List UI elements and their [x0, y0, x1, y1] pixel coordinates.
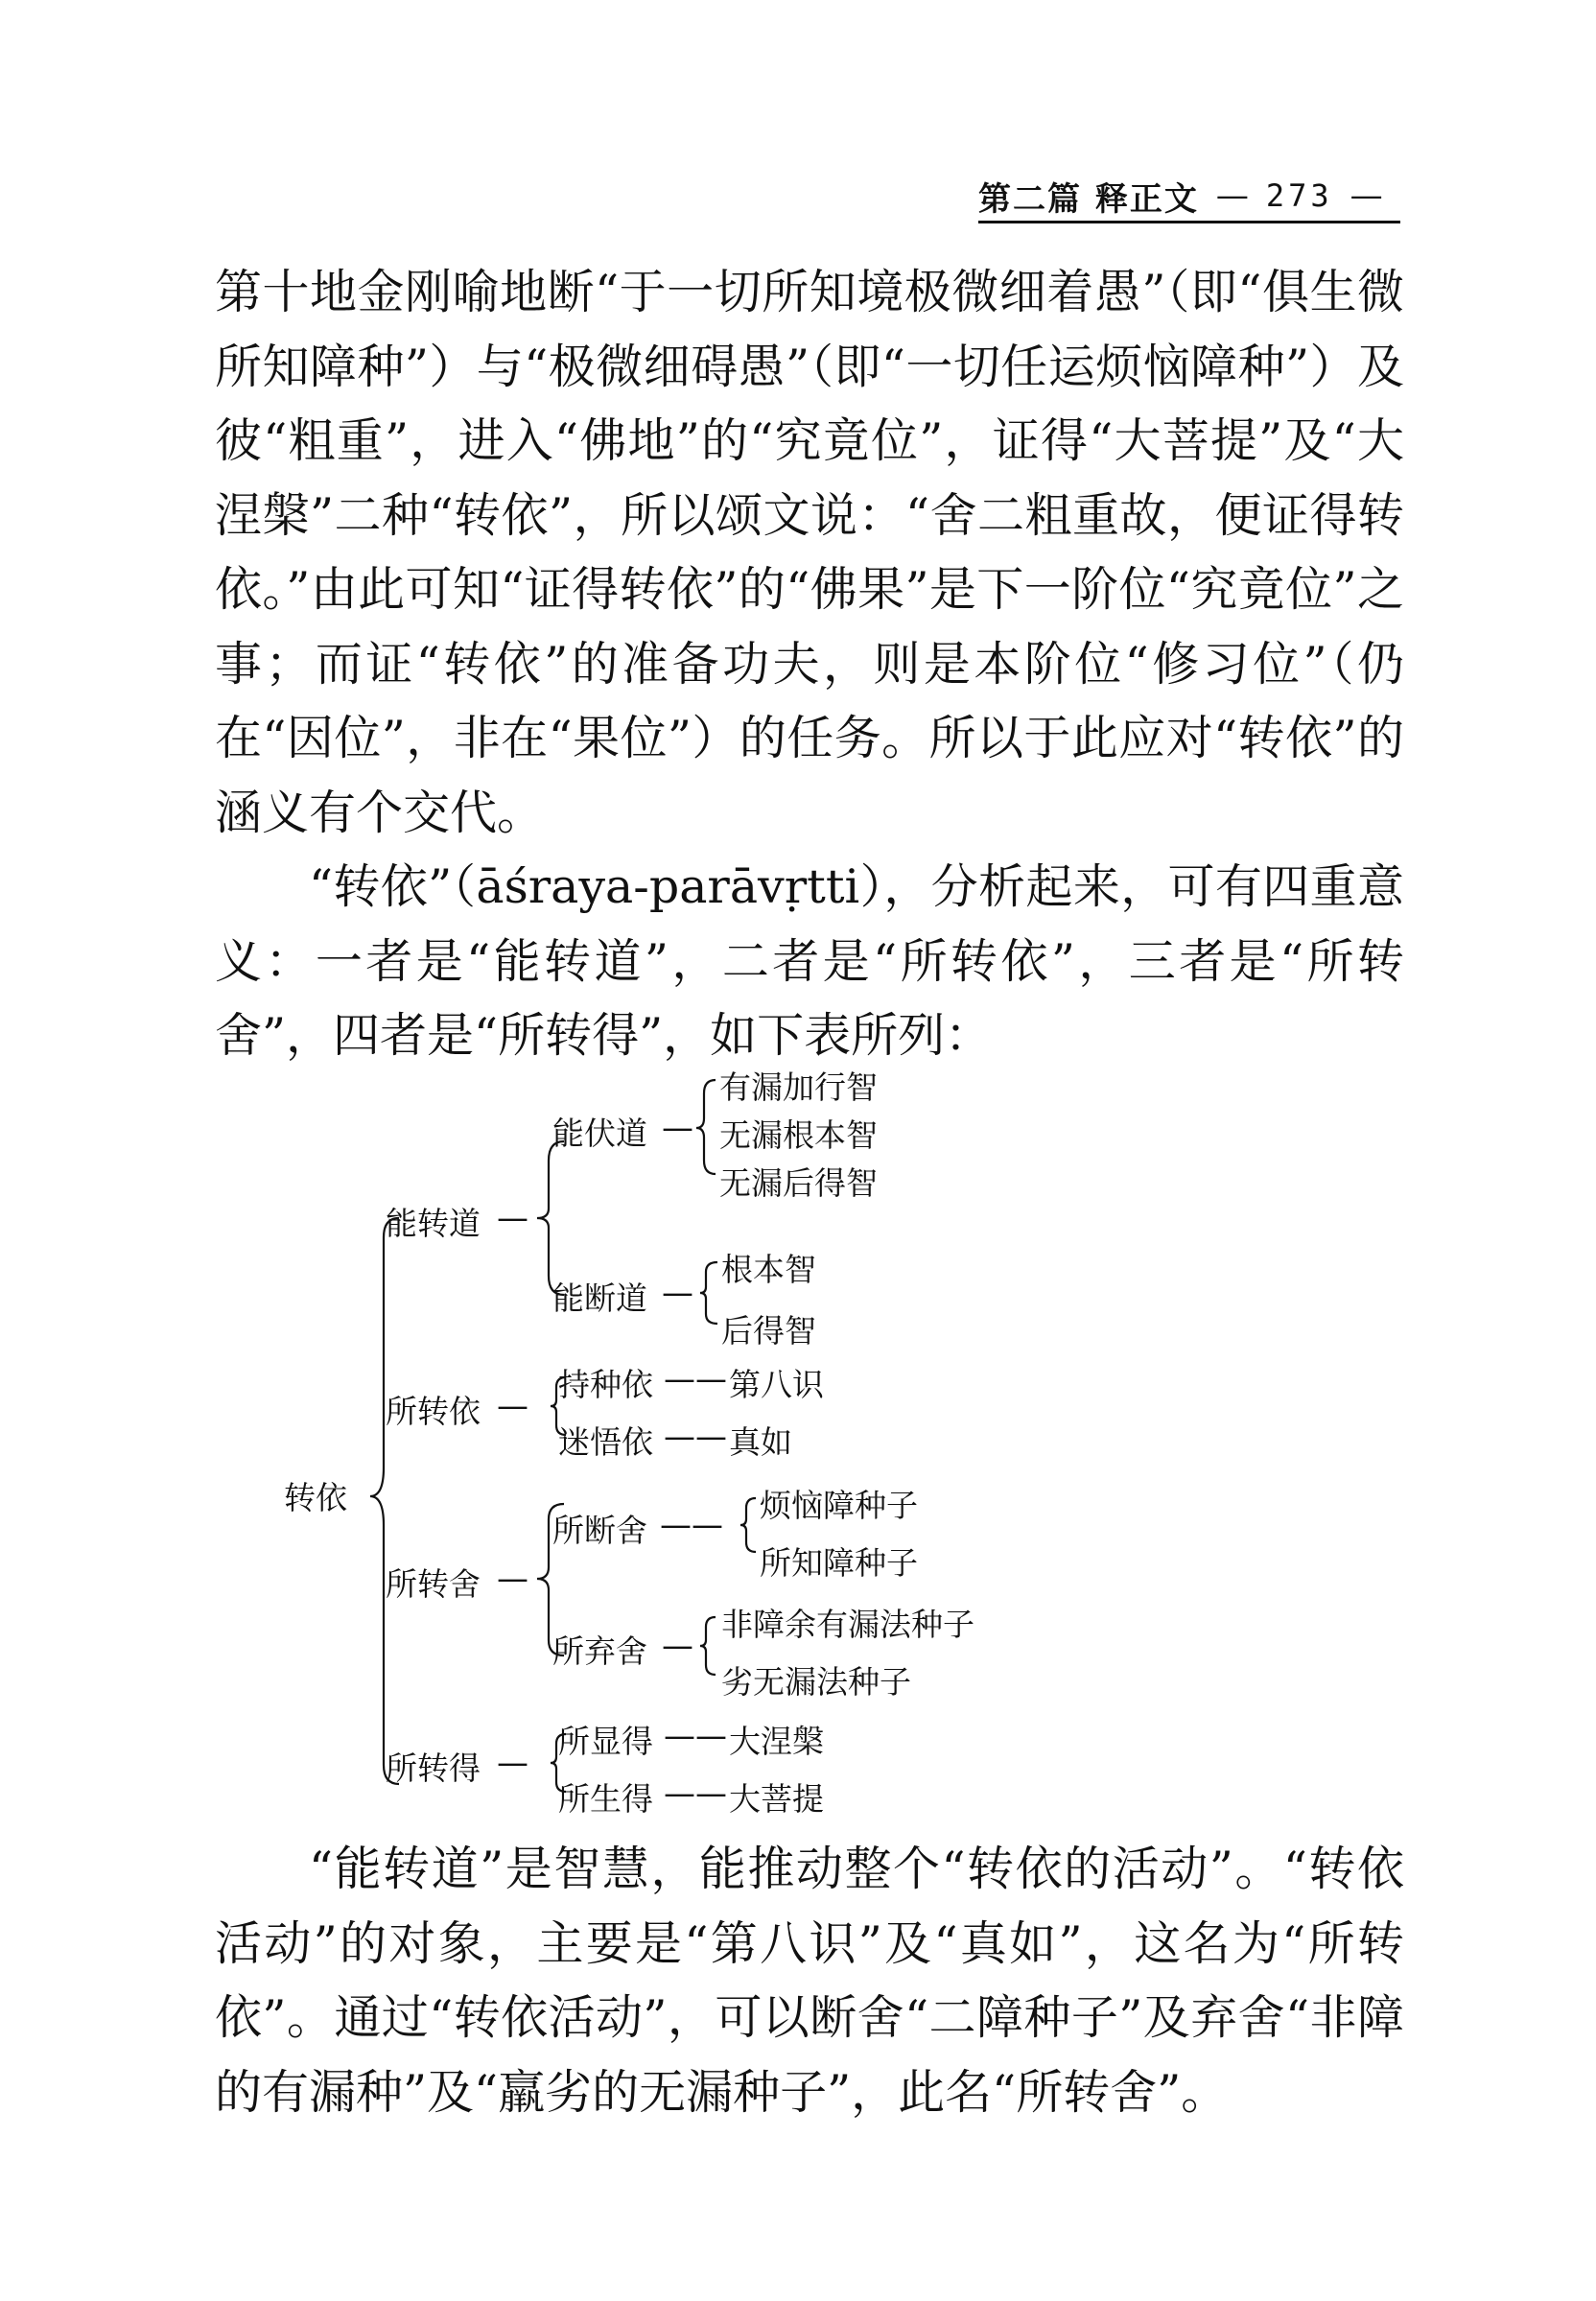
sub-label: 持种依: [558, 1366, 653, 1403]
sub-dash: ——: [664, 1774, 727, 1812]
target: 真如: [729, 1423, 792, 1461]
paragraph-block-2: [215, 850, 1404, 1073]
root-brace: [370, 1218, 399, 1784]
branch-label: 能转道: [386, 1205, 481, 1242]
leaf: 烦恼障种子: [760, 1487, 918, 1524]
sub-dash: ——: [664, 1418, 727, 1455]
brace-suoduanshe: [740, 1498, 756, 1552]
leaf: 后得智: [721, 1312, 816, 1350]
sub-dash: —: [662, 1109, 693, 1146]
paragraph-3: “能转道”是智慧，能推动整个“转依的活动”。“转依活动”的对象，主要是“第八识”及“真如”，这名为“所转依”。通过“转依活动”，可以断舍“二障种子”及弃舍“非障的有漏种”及“羸劣的无漏种子”，此名“所转舍”。: [215, 1842, 1404, 2120]
leaf: 有漏加行智: [719, 1068, 878, 1106]
sub-label: 迷悟依: [558, 1423, 653, 1461]
page-number: 273: [1265, 177, 1333, 214]
brace-nengduandao: [700, 1262, 717, 1324]
branch-dash: —: [497, 1560, 528, 1597]
header-dash-right: —: [1350, 176, 1383, 215]
target: 大涅槃: [729, 1723, 824, 1760]
sub-dash: —: [662, 1274, 693, 1311]
running-header: [978, 171, 1400, 223]
leaf: 无漏根本智: [719, 1116, 878, 1154]
branch-dash: —: [497, 1387, 528, 1424]
leaf: 劣无漏法种子: [721, 1663, 911, 1701]
sub-label: 能伏道: [552, 1115, 647, 1152]
leaf: 根本智: [721, 1251, 816, 1288]
paragraph-1: 第十地金刚喻地断“于一切所知境极微细着愚”（即“俱生微所知障种”）与“极微细碍愚”（即“一切任运烦恼障种”）及彼“粗重”，进入“佛地”的“究竟位”，证得“大菩提”及“大涅槃”二种“转依”，所以颂文说：“舍二粗重故，便证得转依。”由此可知“证得转依”的“佛果”是下一阶位“究竟位”之事；而证“转依”的准备功夫，则是本阶位“修习位”（仍在“因位”，非在“果位”）的任务。所以于此应对“转依”的涵义有个交代。: [215, 265, 1404, 840]
brace-nengzhuandao: [537, 1141, 564, 1295]
zhuanyi-tree-diagram: [278, 1055, 1141, 1818]
branch-label: 所转得: [386, 1749, 481, 1787]
sub-dash: ——: [664, 1717, 727, 1754]
paragraph-block-1: [215, 255, 1404, 850]
leaf: 无漏后得智: [719, 1164, 878, 1202]
paragraph-2: “转依”（āśraya-parāvṛtti），分析起来，可有四重意义：一者是“能转道”，二者是“所转依”，三者是“所转舍”，四者是“所转得”，如下表所列：: [215, 859, 1404, 1063]
sub-dash: ——: [660, 1506, 723, 1543]
sub-label: 能断道: [552, 1280, 647, 1317]
branch-label: 所转依: [386, 1393, 481, 1430]
sub-dash: ——: [664, 1360, 727, 1397]
header-dash-left: —: [1215, 176, 1249, 215]
sub-label: 所弃舍: [552, 1632, 647, 1670]
branch-dash: —: [497, 1199, 528, 1236]
sub-label: 所生得: [558, 1780, 653, 1818]
target: 大菩提: [729, 1780, 824, 1818]
paragraph-block-3: [215, 1832, 1404, 2129]
leaf: 所知障种子: [760, 1544, 918, 1582]
sub-label: 所断舍: [552, 1512, 647, 1549]
sub-dash: —: [662, 1627, 693, 1664]
brace-suoqishe: [700, 1617, 716, 1675]
target: 第八识: [729, 1366, 824, 1403]
tree-root: 转依: [284, 1479, 347, 1516]
chapter-title: 第二篇 释正文: [978, 179, 1199, 219]
sub-label: 所显得: [558, 1723, 653, 1760]
brace-nengfudao: [696, 1080, 716, 1174]
leaf: 非障余有漏法种子: [721, 1606, 974, 1643]
branch-dash: —: [497, 1744, 528, 1781]
branch-label: 所转舍: [386, 1565, 481, 1603]
